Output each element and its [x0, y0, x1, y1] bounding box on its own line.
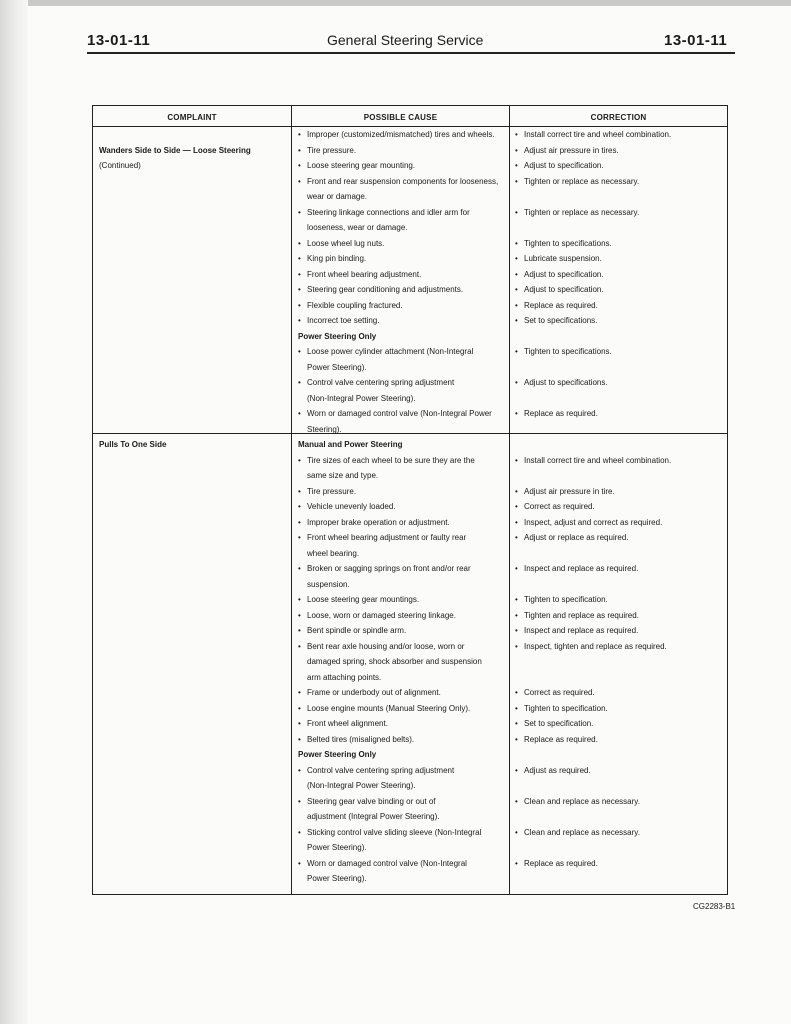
list-item: • Correct as required.	[515, 499, 671, 515]
list-item: • Flexible coupling fractured.	[298, 298, 498, 314]
list-item: • Adjust to specifications.	[515, 375, 671, 391]
list-item	[515, 654, 671, 670]
list-item: • Set to specifications.	[515, 313, 671, 329]
list-item: • Steering linkage connections and idler arm for	[298, 205, 498, 221]
list-item	[515, 670, 671, 686]
list-item: Power Steering).	[307, 874, 367, 883]
list-item	[515, 468, 671, 484]
list-item: • Loose wheel lug nuts.	[298, 236, 498, 252]
corrections-list-wanders	[515, 127, 671, 437]
list-item: • Improper (customized/mismatched) tires and wheels.	[298, 127, 498, 143]
list-item: • Tire sizes of each wheel to be sure they are the	[298, 453, 482, 469]
list-item	[515, 546, 671, 562]
complaint-pulls: Pulls To One Side	[99, 440, 167, 449]
list-item: damaged spring, shock absorber and suspension	[307, 657, 482, 666]
list-item: • Front wheel bearing adjustment or faulty rear	[298, 530, 482, 546]
column-divider-2	[509, 106, 510, 894]
page-number-left: 13-01-11	[87, 32, 151, 49]
list-item	[515, 809, 671, 825]
list-item: • Front and rear suspension components for looseness,	[298, 174, 498, 190]
column-header-correction: CORRECTION	[590, 113, 647, 122]
list-item: • Incorrect toe setting.	[298, 313, 498, 329]
list-item: (Non-Integral Power Steering).	[307, 781, 416, 790]
list-item: adjustment (Integral Power Steering).	[307, 812, 440, 821]
list-item: • Control valve centering spring adjustment	[298, 763, 482, 779]
causes-list-wanders	[298, 127, 498, 437]
list-item: • Loose power cylinder attachment (Non-Integral	[298, 344, 498, 360]
list-item	[515, 422, 671, 438]
subheading: Power Steering Only	[298, 331, 377, 341]
list-item	[515, 220, 671, 236]
list-item: • Clean and replace as necessary.	[515, 825, 671, 841]
list-item: • Frame or underbody out of alignment.	[298, 685, 482, 701]
list-item: • Clean and replace as necessary.	[515, 794, 671, 810]
list-item	[515, 577, 671, 593]
list-item: • Steering gear valve binding or out of	[298, 794, 482, 810]
list-item: Steering).	[307, 424, 342, 434]
complaint-wanders: Wanders Side to Side — Loose Steering	[99, 146, 251, 155]
list-item: (Non-Integral Power Steering).	[307, 393, 416, 403]
list-item: • Lubricate suspension.	[515, 251, 671, 267]
list-item: • Replace as required.	[515, 856, 671, 872]
list-item: • Steering gear conditioning and adjustments.	[298, 282, 498, 298]
list-item: • Loose engine mounts (Manual Steering Only).	[298, 701, 482, 717]
list-item: • Inspect and replace as required.	[515, 561, 671, 577]
list-item: same size and type.	[307, 471, 379, 480]
list-item: • Replace as required.	[515, 298, 671, 314]
list-item: • Vehicle unevenly loaded.	[298, 499, 482, 515]
list-item	[515, 189, 671, 205]
list-item: • Tighten to specification.	[515, 701, 671, 717]
list-item: • Install correct tire and wheel combination.	[515, 127, 671, 143]
list-item: • King pin binding.	[298, 251, 498, 267]
list-item: • Install correct tire and wheel combination.	[515, 453, 671, 469]
page-title: General Steering Service	[327, 32, 484, 48]
list-item: • Replace as required.	[515, 406, 671, 422]
list-item	[515, 437, 671, 453]
list-item: • Adjust or replace as required.	[515, 530, 671, 546]
list-item: • Tighten or replace as necessary.	[515, 174, 671, 190]
figure-id: CG2283-B1	[693, 902, 736, 911]
subheading: Power Steering Only	[298, 750, 377, 759]
list-item: • Bent rear axle housing and/or loose, worn or	[298, 639, 482, 655]
list-item	[515, 778, 671, 794]
list-item: • Tire pressure.	[298, 484, 482, 500]
column-divider-1	[291, 106, 292, 894]
list-item: • Tighten to specifications.	[515, 236, 671, 252]
list-item	[515, 329, 671, 345]
list-item: • Adjust to specification.	[515, 158, 671, 174]
list-item	[515, 747, 671, 763]
list-item: • Tighten to specifications.	[515, 344, 671, 360]
list-item: • Adjust to specification.	[515, 282, 671, 298]
list-item: arm attaching points.	[307, 672, 382, 682]
list-item: • Improper brake operation or adjustment.	[298, 515, 482, 531]
list-item	[515, 871, 671, 887]
list-item: looseness, wear or damage.	[307, 223, 408, 232]
list-item: • Adjust to specification.	[515, 267, 671, 283]
list-item: wear or damage.	[307, 192, 368, 201]
list-item: • Loose steering gear mounting.	[298, 158, 498, 174]
list-item: • Bent spindle or spindle arm.	[298, 623, 482, 639]
list-item: wheel bearing.	[307, 548, 360, 558]
page-binding-shadow	[0, 0, 28, 1024]
list-item: • Sticking control valve sliding sleeve (Non-Integral	[298, 825, 482, 841]
list-item: • Broken or sagging springs on front and/or rear	[298, 561, 482, 577]
list-item: • Belted tires (misaligned belts).	[298, 732, 482, 748]
list-item	[515, 391, 671, 407]
column-header-cause: POSSIBLE CAUSE	[363, 113, 438, 122]
list-item: • Inspect, adjust and correct as required.	[515, 515, 671, 531]
list-item: • Adjust air pressure in tires.	[515, 143, 671, 159]
page-number-right: 13-01-11	[664, 32, 728, 49]
list-item: • Worn or damaged control valve (Non-Integral Power	[298, 406, 498, 422]
list-item: Power Steering).	[307, 843, 367, 852]
list-item: • Loose, worn or damaged steering linkage.	[298, 608, 482, 624]
list-item: • Loose steering gear mountings.	[298, 592, 482, 608]
list-item: • Adjust as required.	[515, 763, 671, 779]
list-item: • Front wheel bearing adjustment.	[298, 267, 498, 283]
subheading: Manual and Power Steering	[298, 440, 403, 449]
corrections-list-pulls	[515, 437, 671, 887]
complaint-continued-note: (Continued)	[99, 161, 141, 170]
list-item: • Tire pressure.	[298, 143, 498, 159]
list-item: • Inspect and replace as required.	[515, 623, 671, 639]
causes-list-pulls	[298, 437, 482, 887]
diagnosis-table	[92, 105, 728, 895]
list-item	[515, 360, 671, 376]
list-item: • Inspect, tighten and replace as required.	[515, 639, 671, 655]
list-item: • Worn or damaged control valve (Non-Integral	[298, 856, 482, 872]
list-item	[515, 840, 671, 856]
list-item: • Control valve centering spring adjustment	[298, 375, 498, 391]
list-item: • Tighten or replace as necessary.	[515, 205, 671, 221]
list-item: • Tighten to specification.	[515, 592, 671, 608]
list-item: • Replace as required.	[515, 732, 671, 748]
list-item: • Set to specification.	[515, 716, 671, 732]
list-item: suspension.	[307, 579, 350, 589]
column-header-complaint: COMPLAINT	[167, 113, 217, 122]
list-item: • Correct as required.	[515, 685, 671, 701]
list-item: Power Steering).	[307, 362, 367, 372]
list-item: • Tighten and replace as required.	[515, 608, 671, 624]
list-item: • Front wheel alignment.	[298, 716, 482, 732]
header-rule	[87, 52, 735, 54]
list-item: • Adjust air pressure in tire.	[515, 484, 671, 500]
